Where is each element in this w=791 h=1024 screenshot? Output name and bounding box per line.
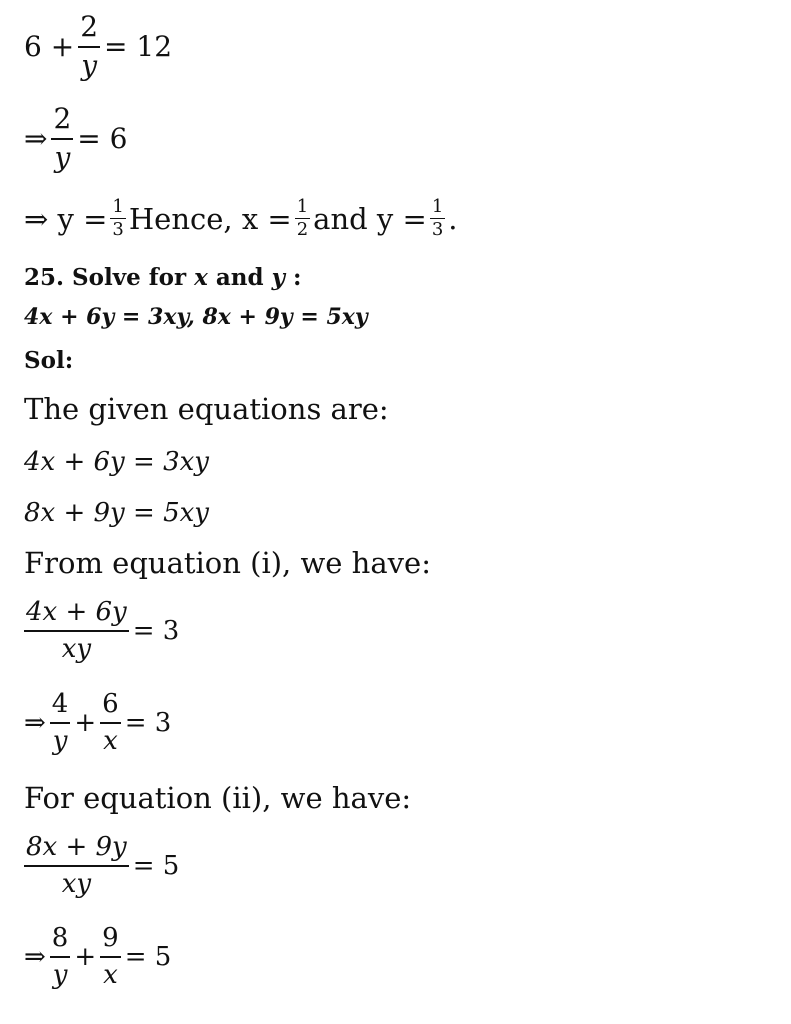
fraction-bar <box>50 722 71 724</box>
fraction-1-over-3 <box>110 197 125 240</box>
question-colon: : <box>292 264 302 291</box>
question-var-y: y <box>271 264 285 291</box>
fraction-denominator: 3 <box>431 219 444 241</box>
question-equations: 4x + 6y = 3xy, 8x + 9y = 5xy <box>24 304 368 330</box>
given-equations-text: The given equations are: <box>24 392 389 426</box>
expr-tail: = 12 <box>104 30 173 64</box>
fraction-bar <box>24 630 129 632</box>
expr-tail: = 5 <box>124 941 172 972</box>
fraction-denominator: 3 <box>112 219 124 241</box>
fraction-numerator: 1 <box>431 196 444 217</box>
fraction-denominator: y <box>54 140 71 174</box>
for-equation-ii-text: For equation (ii), we have: <box>24 781 412 815</box>
fraction-denominator: x <box>103 725 118 756</box>
fraction-denominator: xy <box>61 868 92 899</box>
split-equation-ii <box>24 924 171 989</box>
equation-line-1 <box>24 12 172 82</box>
fraction-denominator: y <box>81 48 98 82</box>
fraction-numerator: 1 <box>296 196 309 217</box>
expr-lead: 6 + <box>24 30 75 64</box>
fraction-numerator: 8 <box>51 923 69 953</box>
fraction-bar <box>24 865 129 867</box>
implies-symbol: ⇒ <box>24 707 46 738</box>
fraction-2-over-y <box>51 104 73 174</box>
fraction-bar <box>50 956 71 958</box>
fraction-numerator: 9 <box>102 923 119 953</box>
expr-tail: = 3 <box>124 707 172 738</box>
equation-line-3 <box>24 197 458 240</box>
fraction-8x9y-over-xy <box>24 833 129 898</box>
fraction-bar <box>78 46 100 48</box>
equation-line-2 <box>24 104 127 174</box>
fraction-equation-i <box>24 598 179 663</box>
plus-symbol: + <box>74 707 97 738</box>
fraction-1-over-3 <box>430 197 445 240</box>
fraction-equation-ii <box>24 833 179 898</box>
from-equation-i-text: From equation (i), we have: <box>24 546 431 580</box>
fraction-numerator: 2 <box>80 10 99 43</box>
fraction-4x6y-over-xy <box>24 598 129 663</box>
fraction-denominator: y <box>52 725 68 756</box>
expr-lead: ⇒ y = <box>24 201 108 236</box>
implies-symbol: ⇒ <box>24 941 46 972</box>
equation-i: 4x + 6y = 3xy <box>24 447 209 477</box>
fraction-denominator: xy <box>61 633 92 664</box>
period: . <box>448 201 458 236</box>
fraction-bar <box>51 138 73 140</box>
fraction-4-over-y <box>50 690 71 755</box>
split-equation-i <box>24 690 171 755</box>
question-label: 25. Solve for <box>24 264 187 291</box>
fraction-numerator: 4x + 6y <box>26 597 127 627</box>
expr-tail: = 5 <box>132 850 180 881</box>
fraction-8-over-y <box>50 924 71 989</box>
expr-tail: = 6 <box>77 122 128 156</box>
fraction-9-over-x <box>100 924 121 989</box>
hence-text: Hence, x = <box>128 201 292 236</box>
fraction-numerator: 1 <box>112 196 124 217</box>
question-var-x: x <box>194 264 208 291</box>
and-y-text: and y = <box>313 201 427 236</box>
implies-symbol: ⇒ <box>24 122 48 156</box>
fraction-numerator: 4 <box>51 689 69 719</box>
solution-label: Sol: <box>24 347 74 374</box>
equation-ii: 8x + 9y = 5xy <box>24 498 209 528</box>
fraction-numerator: 8x + 9y <box>26 832 127 862</box>
fraction-bar <box>100 956 121 958</box>
fraction-bar <box>100 722 121 724</box>
fraction-1-over-2 <box>295 197 310 240</box>
fraction-6-over-x <box>100 690 121 755</box>
fraction-denominator: x <box>103 959 118 990</box>
fraction-2-over-y <box>78 12 100 82</box>
question-heading <box>24 264 301 291</box>
fraction-denominator: y <box>52 959 68 990</box>
fraction-numerator: 2 <box>53 102 72 135</box>
expr-tail: = 3 <box>132 615 180 646</box>
fraction-numerator: 6 <box>102 689 119 719</box>
question-and: and <box>215 264 264 291</box>
plus-symbol: + <box>74 941 97 972</box>
fraction-denominator: 2 <box>296 219 309 241</box>
